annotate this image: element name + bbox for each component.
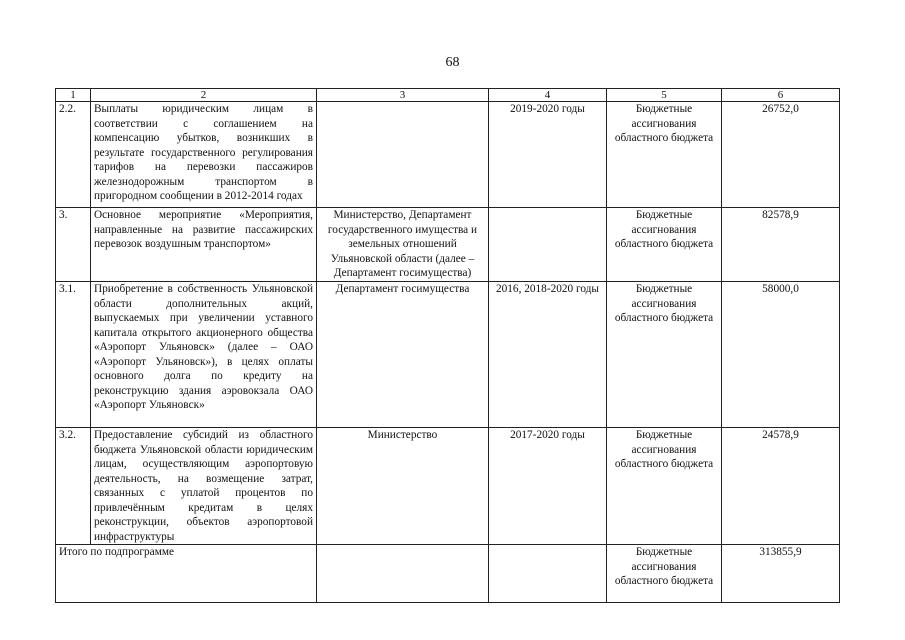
table-row (56, 282, 840, 428)
row-executor: Министерство (317, 428, 489, 545)
row-source: Бюджетные ассигнования областного бюджета (607, 102, 722, 208)
row-source: Бюджетные ассигнования областного бюджета (607, 208, 722, 282)
row-period: 2019-2020 годы (489, 102, 607, 208)
column-header: 1 (56, 89, 91, 102)
table-row (56, 102, 840, 208)
row-executor: Департамент госимущества (317, 282, 489, 428)
row-executor (317, 102, 489, 208)
total-period (489, 545, 607, 603)
total-label: Итого по подпрограмме (56, 545, 317, 603)
row-amount: 24578,9 (722, 428, 840, 545)
row-number: 3.2. (56, 428, 91, 545)
column-header: 6 (722, 89, 840, 102)
row-amount: 58000,0 (722, 282, 840, 428)
row-source: Бюджетные ассигнования областного бюджета (607, 428, 722, 545)
column-header: 4 (489, 89, 607, 102)
table-row (56, 208, 840, 282)
row-number: 3. (56, 208, 91, 282)
column-header: 3 (317, 89, 489, 102)
row-name: Предоставление субсидий из областного бюджета Ульяновской области юридическим лицам, осуществляющим аэропортовую деятельность, на возмещение затрат, связанных с уплатой процентов по привлечённым кредитам в целях реконструкции, объектов аэропортовой инфраструктуры (91, 428, 317, 545)
row-source: Бюджетные ассигнования областного бюджета (607, 282, 722, 428)
row-amount: 82578,9 (722, 208, 840, 282)
row-amount: 26752,0 (722, 102, 840, 208)
budget-table (55, 88, 840, 603)
row-period: 2016, 2018-2020 годы (489, 282, 607, 428)
table-row (56, 428, 840, 545)
total-source: Бюджетные ассигнования областного бюджета (607, 545, 722, 603)
row-name: Приобретение в собственность Ульяновской области дополнительных акций, выпускаемых при увеличении уставного капитала открытого акционерного общества «Аэропорт Ульяновск» (далее – ОАО «Аэропорт Ульяновск»), в целях оплаты основного долга по кредиту на реконструкцию здания аэровокзала ОАО «Аэропорт Ульяновск» (91, 282, 317, 428)
row-number: 3.1. (56, 282, 91, 428)
total-row (56, 545, 840, 603)
row-number: 2.2. (56, 102, 91, 208)
column-header: 2 (91, 89, 317, 102)
table-header-row (56, 89, 840, 102)
row-executor: Министерство, Департамент государственного имущества и земельных отношений Ульяновской области (далее – Департамент госимущества) (317, 208, 489, 282)
total-executor (317, 545, 489, 603)
row-period (489, 208, 607, 282)
page-number: 68 (445, 55, 460, 70)
total-amount: 313855,9 (722, 545, 840, 603)
column-header: 5 (607, 89, 722, 102)
row-name: Выплаты юридическим лицам в соответствии с соглашением на компенсацию убытков, возникших в результате государственного регулирования тарифов на перевозки пассажиров железнодорожным транспортом в пригородном сообщении в 2012-2014 годах (91, 102, 317, 208)
row-name: Основное мероприятие «Мероприятия, направленные на развитие пассажирских перевозок воздушным транспортом» (91, 208, 317, 282)
row-period: 2017-2020 годы (489, 428, 607, 545)
